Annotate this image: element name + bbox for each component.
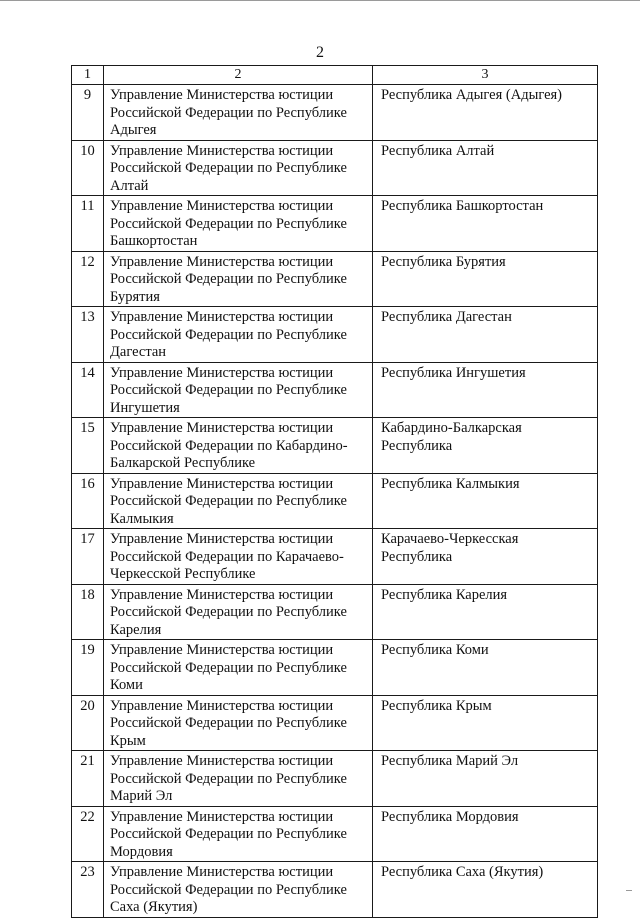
- table-row: [72, 751, 598, 807]
- region-name: Карачаево-Черкесская Республика: [373, 529, 598, 585]
- region-name: Республика Бурятия: [373, 251, 598, 307]
- region-name: Республика Башкортостан: [373, 196, 598, 252]
- table-row: [72, 362, 598, 418]
- office-name: Управление Министерства юстиции Российской Федерации по Республике Марий Эл: [104, 751, 373, 807]
- region-name: Республика Саха (Якутия): [373, 862, 598, 918]
- table-row: [72, 140, 598, 196]
- top-border-line: [0, 0, 640, 1]
- region-name: Республика Карелия: [373, 584, 598, 640]
- office-name: Управление Министерства юстиции Российской Федерации по Республике Ингушетия: [104, 362, 373, 418]
- row-number: 10: [72, 140, 104, 196]
- office-name: Управление Министерства юстиции Российской Федерации по Республике Крым: [104, 695, 373, 751]
- table-header-row: [72, 66, 598, 85]
- office-name: Управление Министерства юстиции Российской Федерации по Республике Алтай: [104, 140, 373, 196]
- row-number: 16: [72, 473, 104, 529]
- office-name: Управление Министерства юстиции Российской Федерации по Республике Дагестан: [104, 307, 373, 363]
- document-table: [71, 65, 598, 918]
- office-name: Управление Министерства юстиции Российской Федерации по Республике Карелия: [104, 584, 373, 640]
- table-row: [72, 251, 598, 307]
- office-name: Управление Министерства юстиции Российской Федерации по Карачаево- Черкесской Республике: [104, 529, 373, 585]
- row-number: 15: [72, 418, 104, 474]
- page-number: 2: [316, 44, 324, 61]
- table-row: [72, 584, 598, 640]
- row-number: 23: [72, 862, 104, 918]
- table-row: [72, 529, 598, 585]
- row-number: 11: [72, 196, 104, 252]
- table-row: [72, 640, 598, 696]
- office-name: Управление Министерства юстиции Российской Федерации по Республике Адыгея: [104, 85, 373, 141]
- row-number: 22: [72, 806, 104, 862]
- table-row: [72, 307, 598, 363]
- row-number: 9: [72, 85, 104, 141]
- table-row: [72, 473, 598, 529]
- row-number: 12: [72, 251, 104, 307]
- row-number: 20: [72, 695, 104, 751]
- table-row: [72, 196, 598, 252]
- scan-mark: [626, 890, 632, 891]
- region-name: Республика Калмыкия: [373, 473, 598, 529]
- region-name: Кабардино-Балкарская Республика: [373, 418, 598, 474]
- office-name: Управление Министерства юстиции Российской Федерации по Республике Бурятия: [104, 251, 373, 307]
- column-header-3: 3: [373, 66, 598, 85]
- column-header-2: 2: [104, 66, 373, 85]
- office-name: Управление Министерства юстиции Российской Федерации по Республике Башкортостан: [104, 196, 373, 252]
- office-name: Управление Министерства юстиции Российской Федерации по Кабардино- Балкарской Республике: [104, 418, 373, 474]
- table-row: [72, 862, 598, 918]
- row-number: 21: [72, 751, 104, 807]
- region-name: Республика Крым: [373, 695, 598, 751]
- office-name: Управление Министерства юстиции Российской Федерации по Республике Мордовия: [104, 806, 373, 862]
- region-name: Республика Марий Эл: [373, 751, 598, 807]
- region-name: Республика Адыгея (Адыгея): [373, 85, 598, 141]
- row-number: 14: [72, 362, 104, 418]
- row-number: 19: [72, 640, 104, 696]
- region-name: Республика Ингушетия: [373, 362, 598, 418]
- row-number: 13: [72, 307, 104, 363]
- row-number: 18: [72, 584, 104, 640]
- region-name: Республика Алтай: [373, 140, 598, 196]
- region-name: Республика Дагестан: [373, 307, 598, 363]
- table-row: [72, 695, 598, 751]
- region-name: Республика Мордовия: [373, 806, 598, 862]
- table-row: [72, 418, 598, 474]
- region-name: Республика Коми: [373, 640, 598, 696]
- office-name: Управление Министерства юстиции Российской Федерации по Республике Саха (Якутия): [104, 862, 373, 918]
- office-name: Управление Министерства юстиции Российской Федерации по Республике Коми: [104, 640, 373, 696]
- table-row: [72, 806, 598, 862]
- office-name: Управление Министерства юстиции Российской Федерации по Республике Калмыкия: [104, 473, 373, 529]
- row-number: 17: [72, 529, 104, 585]
- column-header-1: 1: [72, 66, 104, 85]
- table-row: [72, 85, 598, 141]
